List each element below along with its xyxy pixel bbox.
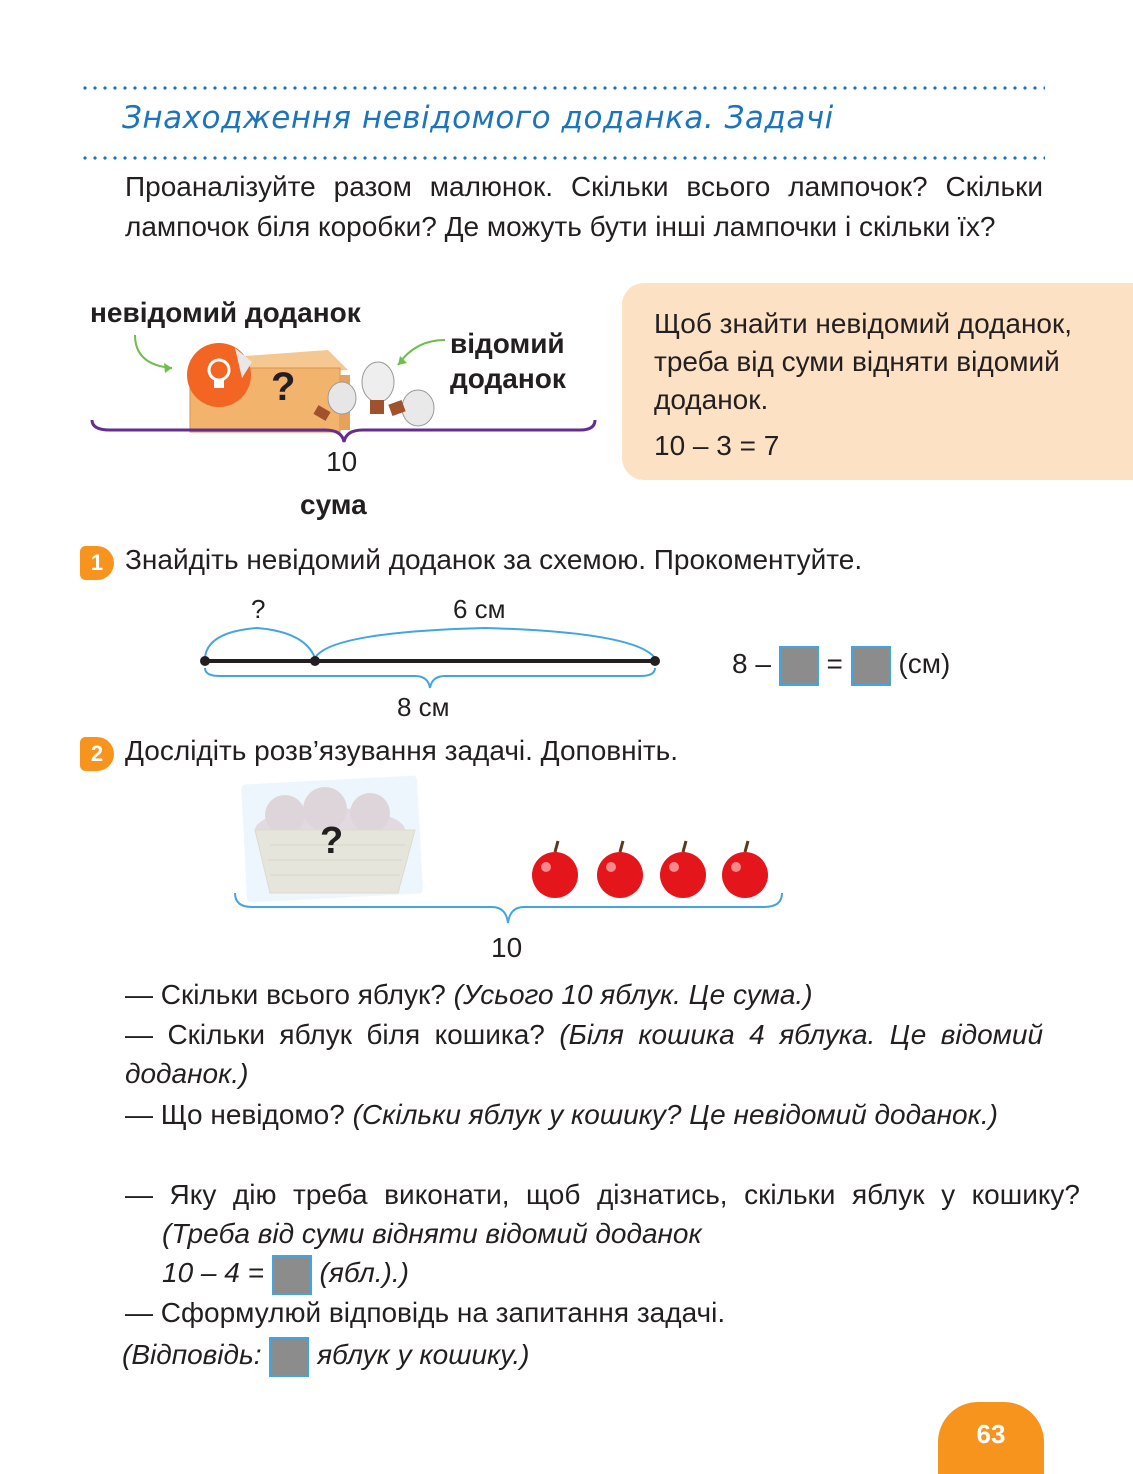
- answer-box[interactable]: [272, 1255, 312, 1295]
- task-2-text: Дослідіть розв’язування задачі. Доповніть.: [125, 735, 679, 766]
- dotted-rule-top: [80, 85, 1045, 91]
- dialogue-answer: (Усього 10 яблук. Це сума.): [453, 979, 813, 1010]
- dotted-rule-bottom: [80, 155, 1045, 161]
- apples-illustration: [230, 775, 790, 940]
- box-question-mark: ?: [271, 365, 296, 409]
- task-1-equation: [732, 643, 950, 686]
- total-brace: [205, 668, 655, 688]
- eq-minuend: 8 –: [732, 648, 771, 679]
- rule-text: Щоб знайти невідомий доданок, треба від суми відняти відомий доданок.: [654, 308, 1073, 415]
- eq-unit: (ябл.).): [319, 1257, 409, 1288]
- dialogue-question: — Скільки яблук біля кошика?: [125, 1019, 545, 1050]
- eq-unit: (см): [898, 648, 951, 679]
- dialogue-line-4-equation: [162, 1253, 762, 1295]
- apples-total: 10: [491, 932, 523, 963]
- dialogue-line-5: [125, 1293, 1043, 1332]
- intro-paragraph: Проаналізуйте разом малюнок. Скільки всього лампочок? Скільки лампочок біля коробки? Де можуть бути інші лампочки і скільки їх?: [125, 171, 1043, 242]
- unknown-addend-label: невідомий доданок: [90, 297, 361, 328]
- apple-icon: [532, 841, 578, 898]
- page-title: Знаходження невідомого доданка. Задачі: [122, 100, 834, 136]
- answer-end: яблук у кошику.): [317, 1339, 530, 1370]
- answer-line: [122, 1335, 1040, 1377]
- sum-value: 10: [326, 446, 358, 477]
- known-part-label: 6 см: [453, 594, 506, 624]
- answer-box[interactable]: [779, 646, 819, 686]
- dialogue-question: — Сформулюй відповідь на запитання задачі.: [125, 1297, 726, 1328]
- arrow-to-box-icon: [135, 335, 172, 368]
- eq-equals: =: [826, 648, 843, 679]
- known-addend-label-line1: відомий: [450, 328, 565, 359]
- rule-equation: 10 – 3 = 7: [654, 430, 780, 461]
- total-length-label: 8 см: [397, 692, 450, 722]
- segment-scheme: [195, 620, 670, 695]
- dialogue-answer: (Біля кошика 4 яблука. Це відомий доданок.): [125, 1019, 1044, 1089]
- apple-icon: [722, 841, 768, 898]
- dialogue-question: — Що невідомо?: [125, 1099, 345, 1130]
- eq-text: 10 – 4 =: [162, 1257, 264, 1288]
- basket-question-mark: ?: [320, 820, 344, 862]
- unknown-part-arc: [205, 628, 315, 658]
- lamp-box-illustration: [80, 320, 610, 445]
- task-1-text: Знайдіть невідомий доданок за схемою. Прокоментуйте.: [125, 544, 863, 575]
- answer-box[interactable]: [851, 646, 891, 686]
- apple-icon: [597, 841, 643, 898]
- light-bulb-icon: [388, 390, 434, 426]
- answer-box[interactable]: [269, 1337, 309, 1377]
- dialogue-line-2: [125, 1015, 1043, 1093]
- page-number: 63: [938, 1402, 1044, 1474]
- known-part-arc: [315, 628, 655, 658]
- task-2-badge: 2: [80, 737, 114, 771]
- dialogue-line-3: [125, 1095, 1080, 1134]
- apple-icon: [660, 841, 706, 898]
- dialogue-line-1: [125, 975, 1043, 1014]
- answer-start: (Відповідь:: [122, 1339, 262, 1370]
- sum-label: сума: [300, 489, 367, 520]
- dialogue-line-4: [125, 1175, 1080, 1253]
- dialogue-answer: (Скільки яблук у кошику? Це невідомий доданок.): [352, 1099, 998, 1130]
- dialogue-answer: (Треба від суми відняти відомий доданок: [162, 1218, 702, 1249]
- dialogue-question: — Скільки всього яблук?: [125, 979, 446, 1010]
- dialogue-question: — Яку дію треба виконати, щоб дізнатись, скільки яблук у кошику?: [125, 1179, 1080, 1210]
- unknown-part-label: ?: [251, 594, 266, 624]
- known-addend-label-line2: доданок: [450, 363, 566, 394]
- task-1-badge: 1: [80, 546, 114, 580]
